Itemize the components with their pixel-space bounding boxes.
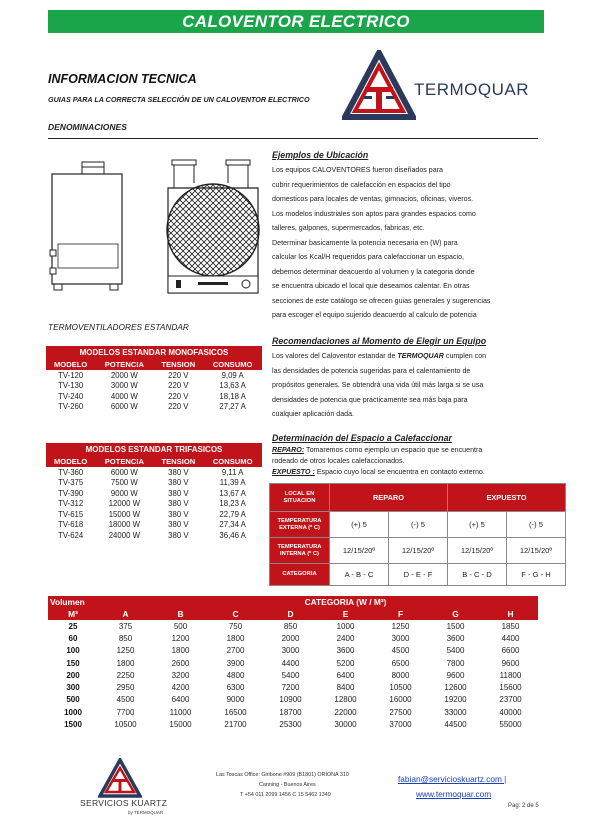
table-cell: 3200 [171, 670, 190, 680]
table-cell: 15000 [169, 720, 192, 730]
table-cell: 4500 [391, 646, 410, 656]
determ-line [272, 467, 544, 478]
table-row [46, 499, 262, 510]
table-cell: 4800 [226, 670, 245, 680]
table-cell: TV-375 [58, 478, 84, 488]
table-cell: 7700 [116, 707, 135, 717]
table-cell: 12600 [444, 683, 467, 693]
table-cell: 15000 W [108, 509, 140, 519]
table-cell: 8000 [391, 670, 410, 680]
termoventiladores-label: TERMOVENTILADORES ESTANDAR [48, 322, 189, 332]
col-header: A [98, 608, 153, 620]
footer-address: Las Toscas Office: Giribone #909 (B1801) ORIONA 310 [216, 772, 349, 778]
table-cell: 7800 [446, 658, 465, 668]
heater-illustration [48, 158, 270, 303]
table-cell: 18700 [279, 707, 302, 717]
table-cell: B - C - D [448, 564, 507, 586]
table-cell: 5400 [281, 670, 300, 680]
table-cell: 12800 [334, 695, 357, 705]
col-header: TENSION [153, 359, 203, 370]
ejemplos-line: secciones de este catálogo se ofrecen guias generales y sugerencias [272, 296, 491, 305]
row-header: TEMPERATURA INTERNA (º C) [270, 538, 330, 564]
brand-name: TERMOQUAR [414, 80, 529, 99]
table-cell: 3000 [281, 646, 300, 656]
recom-line: las densidades de potencia sugeridas para el calentamiento de [272, 366, 471, 375]
ejemplos-line: Los equipos CALOVENTORES fueron diseñados para [272, 166, 444, 174]
table-cell: 19200 [444, 695, 467, 705]
denominaciones-label: DENOMINACIONES [48, 122, 127, 132]
table-cell: 13,63 A [219, 381, 246, 391]
volumen-header: Volumen [48, 596, 153, 608]
col-header: CONSUMO [203, 359, 262, 370]
reparo-label: REPARO: [272, 446, 305, 454]
table-row [270, 538, 566, 564]
volume-cell: 1500 [64, 720, 82, 730]
table-row [48, 681, 538, 693]
table-cell: 12/15/20º [448, 538, 507, 564]
table-cell: 10500 [114, 720, 137, 730]
col-header: F [373, 608, 428, 620]
volume-cell: 500 [66, 695, 80, 705]
table-cell: (+) 5 [448, 512, 507, 538]
table-row [48, 645, 538, 657]
table-cell: 4400 [281, 658, 300, 668]
volume-cell: 1000 [64, 707, 82, 717]
info-title: INFORMACION TECNICA [48, 72, 197, 86]
table-cell: 27500 [389, 707, 412, 717]
table-cell: 7200 [281, 683, 300, 693]
table-cell: 21700 [224, 720, 247, 730]
table-cell: 220 V [168, 370, 189, 380]
recom-text: cumplen con [443, 352, 487, 360]
volume-cell: 60 [68, 633, 78, 643]
footer-phone: T +54 011 2099 1456 C 15 5462 1349 [240, 792, 331, 798]
page-number: Pag: 2 de 5 [508, 803, 539, 809]
col-header: E [318, 608, 373, 620]
table-cell: D - E - F [389, 564, 448, 586]
table-cell: 6500 [391, 658, 410, 668]
footer-brand: SERVICIOS KUARTZ [80, 798, 168, 808]
table-cell: 12/15/20º [330, 538, 389, 564]
table-cell: 3600 [446, 633, 465, 643]
table-cell: (+) 5 [330, 512, 389, 538]
table-row [46, 509, 262, 520]
table-cell: TV-260 [58, 402, 84, 412]
table-cell: 375 [118, 621, 133, 631]
table-cell: 18,18 A [219, 391, 246, 401]
table-cell: 1250 [116, 646, 135, 656]
table-cell: 850 [118, 633, 133, 643]
table-cell: 380 V [168, 488, 189, 498]
table-row [46, 370, 262, 381]
table-cell: 2000 [281, 633, 300, 643]
categoria-header: CATEGORIA (W / M³) [153, 596, 538, 608]
volume-cell: 300 [66, 683, 80, 693]
col-header: POTENCIA [95, 456, 153, 467]
table-cell: 1500 [446, 621, 465, 631]
table-cell: 2400 [336, 633, 355, 643]
table-row [46, 391, 262, 402]
table-row [46, 478, 262, 489]
footer-address: Canning - Buenos Aires [259, 782, 316, 788]
table-row [46, 381, 262, 392]
col-header: H [483, 608, 538, 620]
ejemplos-line: Determinar basicamente la potencia necesaria en (W) para [272, 238, 458, 247]
table-cell: 2950 [116, 683, 135, 693]
table-row [48, 632, 538, 644]
volume-cell: 100 [66, 646, 80, 656]
tri-caption: MODELOS ESTANDAR TRIFASICOS [46, 443, 262, 456]
table-cell: 4000 W [110, 391, 138, 401]
ejemplos-line: domesticos para locales de ventas, gimnacios, oficinas, viveros. [272, 195, 474, 203]
table-cell: 11000 [169, 707, 192, 717]
mono-caption: MODELOS ESTANDAR MONOFASICOS [46, 346, 262, 359]
table-cell: 4400 [501, 633, 520, 643]
table-cell: 380 V [168, 467, 189, 477]
table-cell: 220 V [168, 381, 189, 391]
table-cell: 850 [283, 621, 298, 631]
page-banner: CALOVENTOR ELECTRICO [48, 10, 544, 33]
table-cell: 1000 [336, 621, 355, 631]
volume-cell: 25 [68, 621, 78, 631]
footer-brand-sub: by TERMOQUAR [128, 810, 164, 815]
email-link[interactable]: fabian@servicioskuartz.com | [398, 774, 507, 784]
determ-paragraph [272, 445, 544, 478]
table-cell: 380 V [168, 530, 189, 540]
ejemplos-paragraph [272, 163, 542, 323]
col-header: MODELO [46, 456, 95, 467]
table-cell: 15600 [499, 683, 522, 693]
table-row [270, 564, 566, 586]
table-cell: TV-390 [58, 488, 84, 498]
info-subtitle: GUIAS PARA LA CORRECTA SELECCIÓN DE UN CALOVENTOR ELECTRICO [48, 95, 310, 104]
table-cell: F - G - H [507, 564, 566, 586]
table-cell: 11,39 A [219, 478, 246, 488]
termoquar-logo-icon [342, 50, 416, 120]
table-cell: (-) 5 [389, 512, 448, 538]
col-header: MODELO [46, 359, 95, 370]
table-cell: 9,11 A [221, 467, 244, 477]
table-cell: 4500 [116, 695, 135, 705]
table-row [270, 512, 566, 538]
table-cell: TV-615 [58, 509, 84, 519]
recom-brand: TERMOQUAR [397, 352, 444, 360]
m3-header: M³ [48, 608, 98, 620]
col-header: D [263, 608, 318, 620]
table-cell: 22000 [334, 707, 357, 717]
table-cell: 3000 [391, 633, 410, 643]
table-cell: 220 V [168, 402, 189, 412]
table-cell: TV-618 [58, 520, 84, 530]
table-cell: 24000 W [108, 530, 140, 540]
table-cell: 5400 [446, 646, 465, 656]
row-header: TEMPERATURA EXTERNA (º C) [270, 512, 330, 538]
website-link[interactable]: www.termoquar.com [416, 789, 492, 799]
calculation-table [269, 483, 566, 586]
table-cell: 12/15/20º [507, 538, 566, 564]
table-cell: 6400 [336, 670, 355, 680]
table-cell: 1850 [501, 621, 520, 631]
corner-header: LOCAL EN SITUACION [270, 484, 330, 512]
table-cell: 220 V [168, 391, 189, 401]
table-cell: 55000 [499, 720, 522, 730]
table-cell: 13,67 A [219, 488, 246, 498]
table-cell: 40000 [499, 707, 522, 717]
recom-line: cualquier aplicación dada. [272, 410, 355, 418]
expuesto-header: EXPUESTO [448, 484, 566, 512]
table-cell: 1200 [171, 633, 190, 643]
reparo-text: Tomaremos como ejemplo un espacio que se encuentra [304, 446, 483, 454]
recom-line [272, 349, 542, 364]
table-cell: 12000 W [108, 499, 140, 509]
table-row [48, 694, 538, 706]
table-cell: 36,46 A [219, 530, 246, 540]
table-cell: 9,09 A [221, 370, 244, 380]
table-cell: 3000 W [110, 381, 138, 391]
table-cell: 5200 [336, 658, 355, 668]
table-cell: 10500 [389, 683, 412, 693]
ejemplos-line: se encuentra ubicado el local que deseamos calentar. En otras [272, 282, 470, 290]
table-cell: 1800 [116, 658, 135, 668]
table-cell: 27,34 A [219, 520, 246, 530]
table-row [46, 520, 262, 531]
table-cell: 44500 [444, 720, 467, 730]
table-cell: 18,23 A [219, 499, 246, 509]
table-cell: 16000 [389, 695, 412, 705]
table-cell: 380 V [168, 520, 189, 530]
table-row [46, 530, 262, 541]
table-cell: 33000 [444, 707, 467, 717]
table-cell: TV-312 [58, 499, 84, 509]
table-cell: 750 [228, 621, 243, 631]
col-header: POTENCIA [95, 359, 153, 370]
table-cell: 380 V [168, 509, 189, 519]
determ-title: Determinación del Espacio a Calefaccionar [272, 433, 452, 443]
table-cell: 9600 [501, 658, 520, 668]
table-cell: A - B - C [330, 564, 389, 586]
table-cell: (-) 5 [507, 512, 566, 538]
expuesto-label: EXPUESTO : [272, 468, 315, 476]
ejemplos-line: Los modelos industriales son aptos para grandes espacios como [272, 209, 476, 218]
col-header: G [428, 608, 483, 620]
table-row [46, 488, 262, 499]
row-header: CATEGORIA [270, 564, 330, 586]
table-cell: 25300 [279, 720, 302, 730]
col-header: B [153, 608, 208, 620]
table-cell: 9600 [446, 670, 465, 680]
table-cell: TV-130 [58, 381, 84, 391]
table-row [48, 657, 538, 669]
table-cell: 9000 W [110, 488, 138, 498]
table-row [46, 467, 262, 478]
recom-text: Los valores del Caloventor estandar de [272, 352, 398, 360]
volume-cell: 150 [66, 658, 80, 668]
table-cell: TV-120 [58, 370, 84, 380]
table-cell: 2250 [116, 670, 135, 680]
ejemplos-line: debemos determinar deacuerdo al volumen y la categoria donde [272, 267, 475, 276]
table-cell: 7500 W [110, 478, 138, 488]
ejemplos-title: Ejemplos de Ubicación [272, 150, 369, 160]
table-cell: 2700 [226, 646, 245, 656]
col-header: C [208, 608, 263, 620]
reparo-header: REPARO [330, 484, 448, 512]
table-cell: 10900 [279, 695, 302, 705]
volume-category-table [48, 596, 538, 731]
recom-paragraph [272, 349, 542, 422]
table-row [48, 706, 538, 718]
table-cell: TV-240 [58, 391, 84, 401]
table-cell: 1250 [391, 621, 410, 631]
table-cell: 6600 [501, 646, 520, 656]
recom-line: densidades de potencia que prácticamente sea más baja para [272, 395, 468, 404]
col-header: CONSUMO [203, 456, 262, 467]
expuesto-text: Espacio cuyo local se encuentra en contacto externo. [314, 468, 485, 476]
table-cell: 8400 [336, 683, 355, 693]
table-cell: 37000 [389, 720, 412, 730]
table-cell: 1800 [226, 633, 245, 643]
col-header: TENSION [153, 456, 203, 467]
servicios-kuartz-logo-icon [98, 758, 142, 798]
table-cell: 6000 W [110, 467, 138, 477]
table-cell: TV-360 [58, 467, 84, 477]
recom-title: Recomendaciones al Momento de Elegir un Equipo [272, 336, 487, 346]
table-cell: 18000 W [108, 520, 140, 530]
table-cell: 6000 W [110, 402, 138, 412]
table-cell: 22,79 A [219, 509, 246, 519]
table-cell: 380 V [168, 499, 189, 509]
table-cell: 3900 [226, 658, 245, 668]
table-cell: 500 [173, 621, 188, 631]
ejemplos-line: calcular los Kcal/H requeridos para calefaccionar un espacio, [272, 253, 465, 261]
determ-line [272, 445, 544, 456]
table-cell: 23700 [499, 695, 522, 705]
table-cell: 6400 [171, 695, 190, 705]
table-cell: 6300 [226, 683, 245, 693]
table-row [48, 620, 538, 632]
table-cell: 2600 [171, 658, 190, 668]
ejemplos-line: para escoger el equipo sujerido deacuerdo al calculo de potencia [272, 311, 477, 319]
ejemplos-line: talleres, galpones, supermercados, fabricas, etc. [272, 224, 425, 232]
table-cell: 12/15/20º [389, 538, 448, 564]
table-cell: 3600 [336, 646, 355, 656]
mono-table [46, 346, 262, 412]
table-cell: 9000 [226, 695, 245, 705]
table-row [48, 718, 538, 730]
table-cell: 27,27 A [219, 402, 246, 412]
tri-table [46, 443, 262, 541]
table-cell: 380 V [168, 478, 189, 488]
table-cell: 11800 [499, 670, 522, 680]
table-cell: 1800 [171, 646, 190, 656]
divider [48, 138, 538, 139]
ejemplos-line: cubrir requerimientos de calefacción en espacios del tipo [272, 180, 451, 189]
table-row [48, 669, 538, 681]
table-cell: 30000 [334, 720, 357, 730]
table-cell: 16500 [224, 707, 247, 717]
volume-cell: 200 [66, 670, 80, 680]
table-cell: 2000 W [110, 370, 138, 380]
recom-line: propósitos generales. Se obtendrá una vida útil más larga si se usa [272, 381, 484, 389]
determ-line: rodeado de otros locales calefaccionados. [272, 457, 405, 465]
table-cell: 4200 [171, 683, 190, 693]
table-cell: TV-624 [58, 530, 84, 540]
table-row [46, 402, 262, 413]
